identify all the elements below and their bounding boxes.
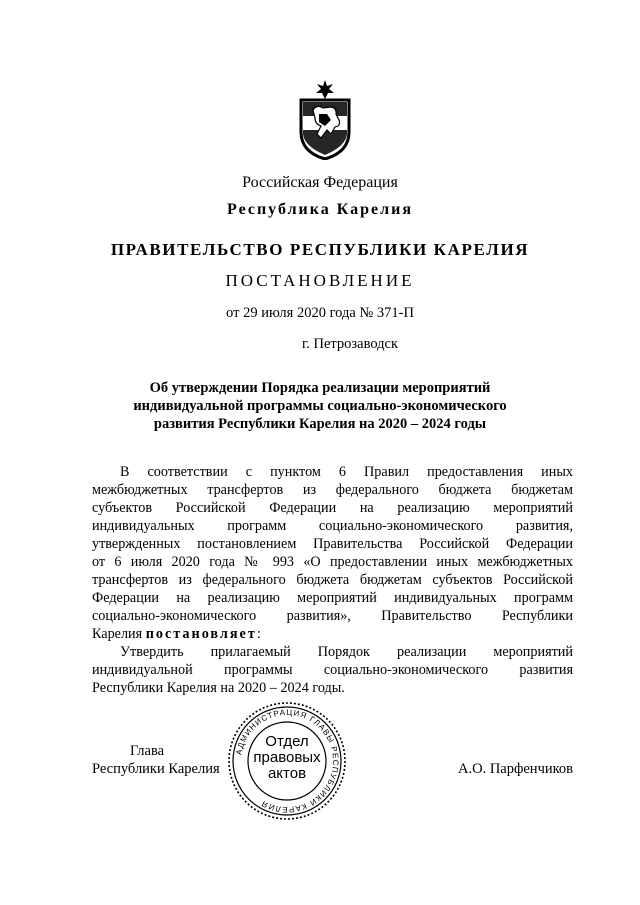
body-line: Республики Карелия на 2020 – 2024 годы. bbox=[92, 680, 345, 696]
karelia-coat-of-arms-icon bbox=[297, 80, 353, 160]
title-line: индивидуальной программы социально-экономического bbox=[133, 398, 507, 414]
body-line: социально-экономического развития», Правительство Республики bbox=[92, 608, 573, 624]
signatory-title: Республики Карелия bbox=[92, 761, 220, 777]
body-line: индивидуальной программы социально-экономического развития bbox=[92, 662, 573, 678]
body-text: Карелия bbox=[92, 626, 146, 642]
body-line: утвержденных постановлением Правительства Российской Федерации bbox=[92, 536, 573, 552]
title-line: Об утверждении Порядка реализации мероприятий bbox=[149, 380, 491, 396]
body-line bbox=[92, 625, 573, 643]
decree-keyword: постановляет bbox=[145, 626, 257, 642]
body-line: трансфертов из федерального бюджета бюджетам субъектов Российской bbox=[92, 572, 573, 588]
stamp-line: Отдел bbox=[265, 733, 309, 750]
body-line: межбюджетных трансфертов из федерального бюджета бюджетам bbox=[92, 482, 573, 498]
republic-name: Республика Карелия bbox=[227, 201, 413, 218]
body-line: от 6 июля 2020 года № 993 «О предоставлении иных межбюджетных bbox=[92, 554, 573, 570]
signatory-title: Глава bbox=[130, 743, 165, 759]
body-line: индивидуальных программ социально-экономического развития, bbox=[92, 518, 573, 534]
document-city: г. Петрозаводск bbox=[301, 336, 399, 352]
body-line: Утвердить прилагаемый Порядок реализации мероприятий bbox=[120, 644, 573, 660]
body-line: субъектов Российской Федерации на реализацию мероприятий bbox=[92, 500, 573, 516]
signatory-name: А.О. Парфенчиков bbox=[458, 761, 574, 777]
stamp-line: актов bbox=[267, 765, 307, 782]
government-name: ПРАВИТЕЛЬСТВО РЕСПУБЛИКИ КАРЕЛИЯ bbox=[110, 240, 530, 259]
document-title bbox=[120, 379, 520, 433]
body-line: Федерации на реализацию мероприятий индивидуальных программ bbox=[92, 590, 573, 606]
document-type: ПОСТАНОВЛЕНИЕ bbox=[225, 271, 415, 290]
title-line: развития Республики Карелия на 2020 – 2024 годы bbox=[153, 416, 487, 432]
body-text: : bbox=[256, 626, 261, 642]
body-line: В соответствии с пунктом 6 Правил предоставления иных bbox=[120, 464, 573, 480]
stamp-ring-text: АДМИНИСТРАЦИЯ ГЛАВЫ РЕСПУБЛИКИ КАРЕЛИЯ bbox=[234, 707, 341, 815]
stamp-text bbox=[245, 734, 329, 782]
document-date-number: от 29 июля 2020 года № 371-П bbox=[226, 305, 414, 321]
stamp-line: правовых bbox=[253, 749, 321, 766]
country-name: Российская Федерация bbox=[242, 174, 398, 191]
